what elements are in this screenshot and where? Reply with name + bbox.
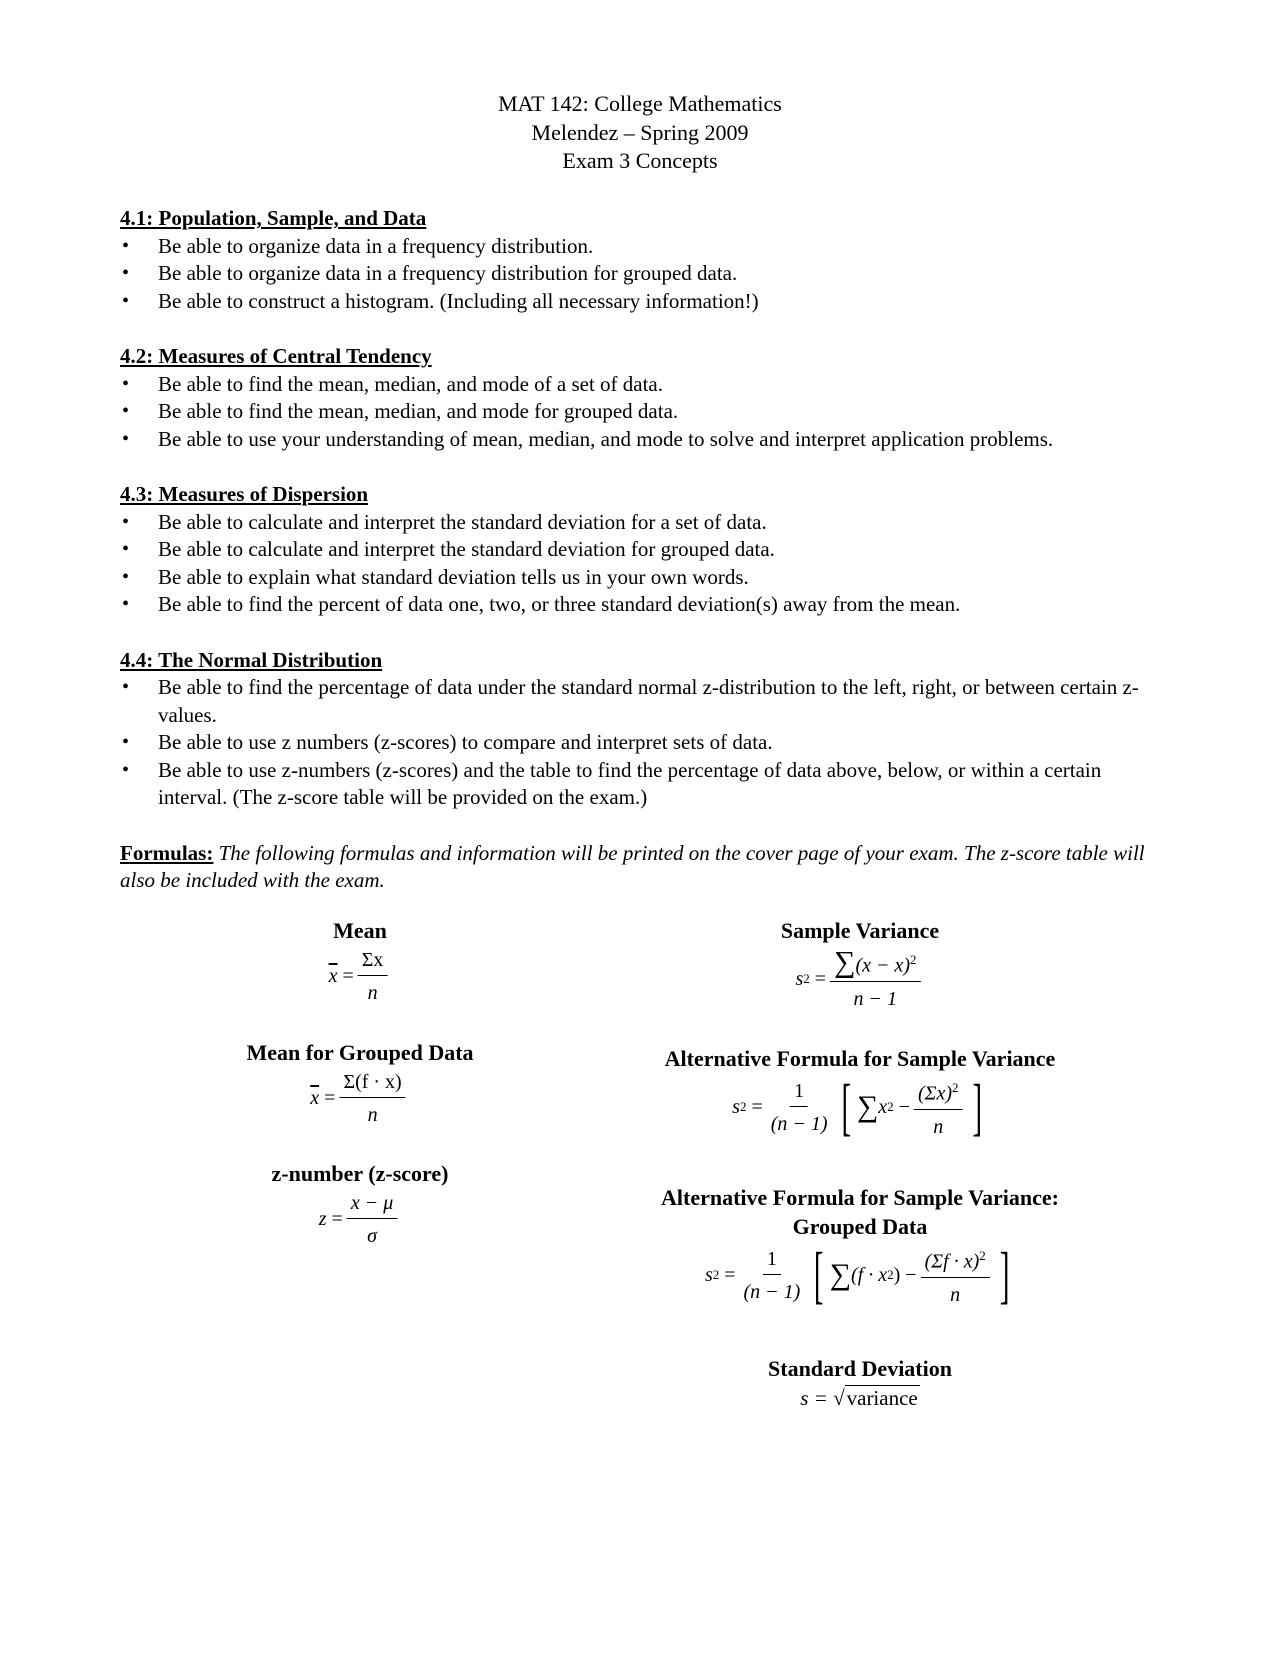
list-item: • Be able to find the mean, median, and mode for grouped data. — [120, 398, 1160, 426]
formulas-intro — [120, 840, 1160, 895]
formula-mean-grouped: Mean for Grouped Data $\overline{x}$ = $\frac{\Sigma(f \cdot x)}{n}$ — [246, 1040, 474, 1126]
formulas-note: The following formulas and information will be printed on the cover page of your exam. The z-score table will also be included with the exam. — [120, 840, 1145, 893]
formula-z-score: z-number (z-score) z = $\frac{x - \mu}{\sigma}$ — [271, 1161, 449, 1247]
inner-numerator: (Σf · x) — [924, 1250, 980, 1273]
section-4-4 — [120, 647, 1160, 813]
formula-sample-variance: Sample Variance s 2 = $\frac{\sum(x - x)^2}{n - 1}$ — [780, 918, 940, 1010]
denominator: n — [367, 1104, 378, 1126]
sqrt-icon: √ — [833, 1385, 845, 1410]
list-item: • Be able to calculate and interpret the standard deviation for grouped data. — [120, 536, 1160, 564]
left-bracket: [ — [841, 1071, 852, 1143]
formula-lhs: z — [318, 1208, 327, 1230]
formula-subtitle: Grouped Data — [792, 1214, 928, 1239]
formula-title: Mean for Grouped Data — [246, 1040, 474, 1065]
radicand: variance — [846, 1386, 918, 1410]
list-item: • Be able to construct a histogram. (Including all necessary information!) — [120, 288, 1160, 316]
formulas-label: Formulas: — [120, 840, 214, 865]
numerator: Σ(f · x) — [339, 1069, 405, 1098]
inner-denominator: n — [933, 1115, 944, 1138]
instructor-term: Melendez – Spring 2009 — [531, 119, 749, 145]
list-item: • Be able to use z numbers (z-scores) to compare and interpret sets of data. — [120, 729, 1160, 757]
formula-lhs: $\overline{x}$ — [328, 965, 338, 987]
section-heading: 4.4: The Normal Distribution — [120, 647, 383, 672]
formula-title: z-number (z-score) — [271, 1161, 449, 1186]
document-header — [0, 90, 1280, 176]
list-item: • Be able to organize data in a frequency distribution. — [120, 233, 1160, 261]
section-4-3 — [120, 481, 1160, 619]
denominator: σ — [367, 1225, 377, 1247]
left-bracket: [ — [814, 1239, 824, 1311]
denominator: (n − 1) — [743, 1280, 801, 1303]
numerator: 1 — [790, 1078, 808, 1107]
numerator: x − μ — [347, 1190, 397, 1219]
formula-title: Alternative Formula for Sample Variance — [664, 1046, 1056, 1071]
list-item: • Be able to explain what standard deviation tells us in your own words. — [120, 564, 1160, 592]
list-item: • Be able to use your understanding of mean, median, and mode to solve and interpret application problems. — [120, 426, 1160, 454]
list-item: • Be able to find the percent of data one, two, or three standard deviation(s) away from the mean. — [120, 591, 1160, 619]
denominator: n − 1 — [853, 987, 898, 1010]
numerator: 1 — [763, 1246, 781, 1275]
formula-title: Alternative Formula for Sample Variance: — [661, 1185, 1059, 1210]
formula-title: Sample Variance — [780, 918, 940, 943]
numerator: (x − x) — [855, 954, 911, 977]
formula-alt-variance-grouped: Alternative Formula for Sample Variance: Grouped Data s 2 = $\frac{1}{(n - 1)}$ [ ∑ (f · x 2 ) − $\frac{(\Sigma f \cdot x)^2}{n}$ ] — [661, 1185, 1059, 1311]
list-item: • Be able to calculate and interpret the standard deviation for a set of data. — [120, 509, 1160, 537]
section-heading: 4.2: Measures of Central Tendency — [120, 343, 432, 368]
section-4-1 — [120, 205, 1160, 315]
formula-mean: Mean $\overline{x}$ = $\frac{\Sigma x}{n}$ — [329, 916, 392, 1006]
formula-std-dev — [768, 1354, 952, 1411]
list-item: • Be able to find the percentage of data under the standard normal z-distribution to the left, right, or between certain z-values. — [120, 674, 1160, 729]
denominator: n — [367, 982, 378, 1004]
exam-title: Exam 3 Concepts — [562, 148, 718, 173]
course-title: MAT 142: College Mathematics — [498, 91, 782, 116]
denominator: (n − 1) — [770, 1112, 828, 1135]
concepts-body — [120, 205, 1160, 895]
inner-denominator: n — [950, 1283, 961, 1306]
formula-title: Standard Deviation — [768, 1356, 952, 1381]
sum-term: (f · x — [851, 1263, 888, 1286]
inner-numerator: (Σx) — [917, 1082, 953, 1105]
formula-lhs: s = — [800, 1385, 828, 1410]
list-item: • Be able to find the mean, median, and mode of a set of data. — [120, 371, 1160, 399]
formula-title: Mean — [333, 918, 387, 943]
formula-alt-variance: Alternative Formula for Sample Variance s 2 = $\frac{1}{(n - 1)}$ [ ∑ x 2 − $\frac{(\Sigma x)^2}{n}$ ] — [664, 1046, 1056, 1143]
section-heading: 4.3: Measures of Dispersion — [120, 481, 369, 506]
section-heading: 4.1: Population, Sample, and Data — [120, 206, 427, 230]
list-item: • Be able to organize data in a frequency distribution for grouped data. — [120, 260, 1160, 288]
numerator: Σx — [358, 947, 388, 976]
section-4-2 — [120, 343, 1160, 453]
right-bracket: ] — [999, 1239, 1010, 1311]
list-item: • Be able to use z-numbers (z-scores) and the table to find the percentage of data above, below, or within a certain interval. (The z-score table will be provided on the exam.) — [120, 757, 1160, 812]
formula-lhs: $\overline{x}$ — [310, 1087, 320, 1109]
right-bracket: ] — [972, 1071, 982, 1143]
formula-lhs: s — [795, 967, 804, 990]
